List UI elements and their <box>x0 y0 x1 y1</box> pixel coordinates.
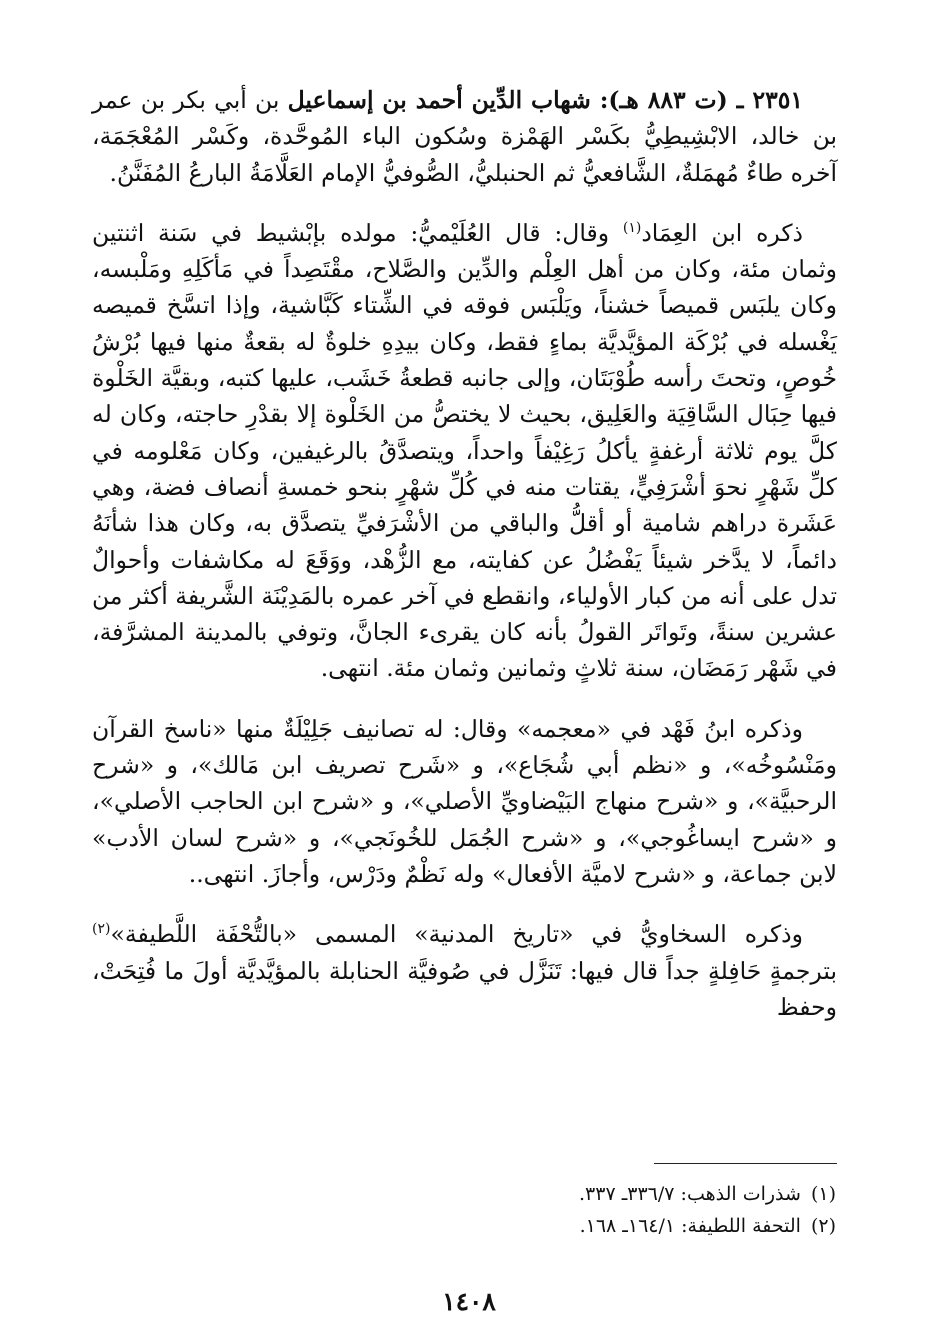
footnote-1-number: (١) <box>810 1183 836 1205</box>
footnote-ref-1: (١) <box>622 220 642 237</box>
footnote-1-text: شذرات الذهب: ٣٣٦/٧ـ ٣٣٧. <box>578 1183 801 1205</box>
footnotes-section <box>96 1178 836 1242</box>
footnote-2-number: (٢) <box>810 1215 836 1237</box>
paragraph-2-rest: وقال: قال العُلَيْميُّ: مولده بإبْشيط في سَنة اثنتين وثمان مئة، وكان من أهل العِلْم والدِّين والصَّلاح، مقْتَصِداً في مَأكَلِهِ ومَلْبسه، وكان يلبَس قميصاً خشناً، ويَلْبَس فوقه في الشِّتاء كَبَّاشية، وإذا اتسَّخ قميصه يَغْسله في بُرْكَة المؤيَّديَّة بماءٍ فقط، وكان بيدِهِ خلوةٌ له بقعةٌ منها فيها بُرْشُ خُوصٍ، وتحتَ رأسه طُوْبَتَان، وإلى جانبه قطعةُ خَشَب، عليها كتبه، وبقيَّة الخَلْوة فيها حِبَال السَّاقِيَة والعَلِيق، بحيث لا يختصُّ من الخَلْوة إلا بقدْرِ حاجته، وكان له كلَّ يوم ثلاثة أرغفةٍ يأكلُ رَغِيْفاً واحداً، ويتصدَّقُ بالرغيفين، وكان مَعْلومه في كلِّ شَهْرٍ نحوَ أشْرَفِيٍّ، يقتات منه في كُلِّ شهْرٍ بنحو خمسةِ أنصاف فضة، وهي عَشَرة دراهم شامية أو أقلُّ والباقي من الأشْرَفيِّ يتصدَّق به، وكان هذا شأنَهُ دائماً، لا يدَّخر شيئاً يَفْضُلُ عن كفايته، مع الزُّهْد، ووَقَعَ له مكاشفات وأحوالٌ تدل على أنه من كبار الأولياء، وانقطع في آخر عمره بالمَدِيْنَة الشَّريفة أكثر من عشرين سنةً، وتَواتَر القولُ بأنه كان يقرىء الجانَّ، وتوفي بالمدينة المشرَّفة، في شَهْر رَمَضَان، سنة ثلاثٍ وثمانين وثمان مئة. انتهى. <box>92 218 837 683</box>
paragraph-4-start: وذكره السخاويُّ في «تاريخ المدنية» المسمى «بالتُّحْفَة اللَّطيفة» <box>110 920 803 949</box>
footnote-2 <box>96 1210 836 1242</box>
footnote-divider <box>654 1163 837 1164</box>
ibn-fahd-paragraph: وذكره ابنُ فَهْد في «معجمه» وقال: له تصانيف جَلِيْلَةٌ منها «ناسخ القرآن ومَنْسُوخُه»، و «نظم أبي شُجَاع»، و «شَرح تصريف ابن مَالك»، و «شرح الرحبيَّة»، و «شرح منهاج البَيْضاويِّ الأصلي»، و «شرح ابن الحاجب الأصلي»، و «شرح ايساغُوجي»، و «شرح الجُمَل للخُونَجي»، و «شرح لسان الأدب» لابن جماعة، و «شرح لاميَّة الأفعال» وله نَظْمٌ ودَرْس، وأجازَ. انتهى.. <box>92 714 837 888</box>
main-text <box>92 82 837 1049</box>
paragraph-2-start: ذكره ابن العِمَاد <box>641 218 803 247</box>
page-number: ١٤٠٨ <box>442 1287 496 1316</box>
paragraph-4-rest: بترجمةٍ حَافِلةٍ جداً قال فيها: تَنَزَّل في صُوفيَّة الحنابلة بالمؤيَّديَّة أولَ ما فُتِحَتْ، وحفظ <box>92 956 837 1021</box>
entry-number-date: ٢٣٥١ ـ (ت ٨٨٣ هـ): <box>590 86 803 114</box>
footnote-1 <box>96 1178 836 1210</box>
footnote-ref-2: (٢) <box>92 921 111 938</box>
footnote-2-text: التحفة اللطيفة: ١٦٤/١ـ ١٦٨. <box>579 1215 801 1237</box>
entry-paragraph <box>92 82 837 191</box>
entry-lineage: بن أبي بكر بن عمر بن خالد، الابْشِيطِيُّ بكَسْر الهَمْزة وسُكون الباء المُوحَّدة، وكَسْر المُعْجَمَة، آخره طاءٌ مُهمَلةٌ، الشَّافعيُّ ثم الحنبليُّ، الصُّوفيُّ الإمام العَلَّامَةُ البارعُ المُفَنَّنُ. <box>92 86 837 187</box>
ibn-imad-paragraph <box>92 215 837 687</box>
entry-name: شهاب الدِّين أحمد بن إسماعيل <box>287 86 591 114</box>
sakhawi-paragraph <box>92 916 837 1025</box>
